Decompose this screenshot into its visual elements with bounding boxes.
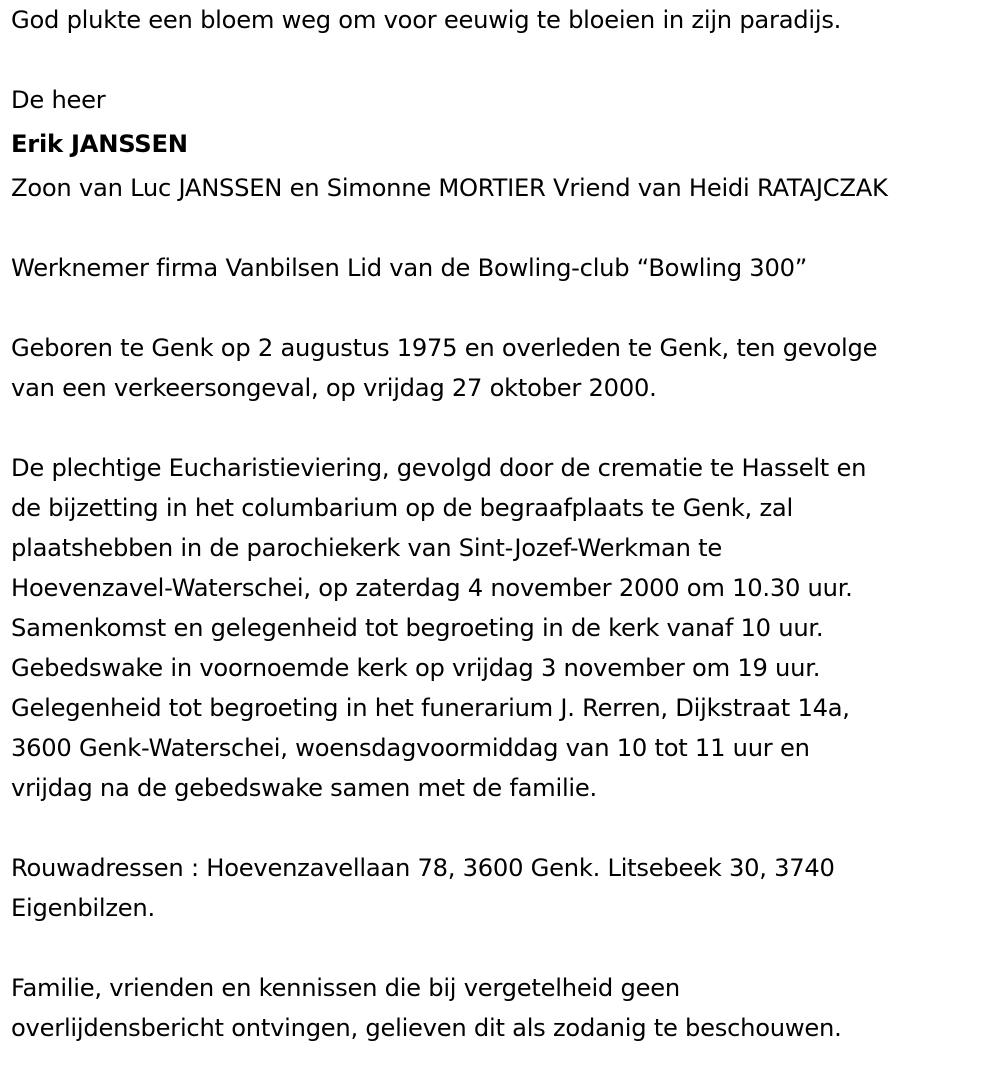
paragraph-line: Gelegenheid tot begroeting in het funerarium J. Rerren, Dijkstraat 14a, <box>11 694 850 722</box>
paragraph-line: Familie, vrienden en kennissen die bij vergetelheid geen <box>11 974 680 1002</box>
spacer <box>11 808 996 848</box>
paragraph-line: Hoevenzavel-Waterschei, op zaterdag 4 november 2000 om 10.30 uur. <box>11 574 853 602</box>
spacer <box>11 928 996 968</box>
paragraph-line: vrijdag na de gebedswake samen met de familie. <box>11 774 597 802</box>
spacer <box>11 288 996 328</box>
paragraph-line: 3600 Genk-Waterschei, woensdagvoormiddag van 10 tot 11 uur en <box>11 734 810 762</box>
relations-line: Zoon van Luc JANSSEN en Simonne MORTIER Vriend van Heidi RATAJCZAK <box>11 174 888 202</box>
closing-paragraph <box>11 968 996 1048</box>
occupation-line: Werknemer firma Vanbilsen Lid van de Bowling-club “Bowling 300” <box>11 254 808 282</box>
ceremony-paragraph <box>11 448 996 808</box>
paragraph-line: plaatshebben in de parochiekerk van Sint-Jozef-Werkman te <box>11 534 722 562</box>
paragraph-line: Rouwadressen : Hoevenzavellaan 78, 3600 Genk. Litsebeek 30, 3740 <box>11 854 835 882</box>
paragraph-line: overlijdensbericht ontvingen, gelieven dit als zodanig te beschouwen. <box>11 1014 842 1042</box>
paragraph-line: de bijzetting in het columbarium op de begraafplaats te Genk, zal <box>11 494 793 522</box>
paragraph-line: Samenkomst en gelegenheid tot begroeting in de kerk vanaf 10 uur. <box>11 614 824 642</box>
death-notice <box>11 0 996 1048</box>
spacer <box>11 208 996 248</box>
spacer <box>11 408 996 448</box>
opening-line: God plukte een bloem weg om voor eeuwig te bloeien in zijn paradijs. <box>11 6 842 34</box>
birth-death-paragraph <box>11 328 996 408</box>
paragraph-line: De plechtige Eucharistieviering, gevolgd door de crematie te Hasselt en <box>11 454 867 482</box>
salutation: De heer <box>11 86 106 114</box>
paragraph-line: Gebedswake in voornoemde kerk op vrijdag 3 november om 19 uur. <box>11 654 821 682</box>
deceased-name: Erik JANSSEN <box>11 130 188 158</box>
spacer <box>11 40 996 80</box>
spacer <box>11 120 996 128</box>
paragraph-line: Eigenbilzen. <box>11 894 155 922</box>
addresses-paragraph <box>11 848 996 928</box>
paragraph-line: Geboren te Genk op 2 augustus 1975 en overleden te Genk, ten gevolge <box>11 334 878 362</box>
paragraph-line: van een verkeersongeval, op vrijdag 27 oktober 2000. <box>11 374 657 402</box>
